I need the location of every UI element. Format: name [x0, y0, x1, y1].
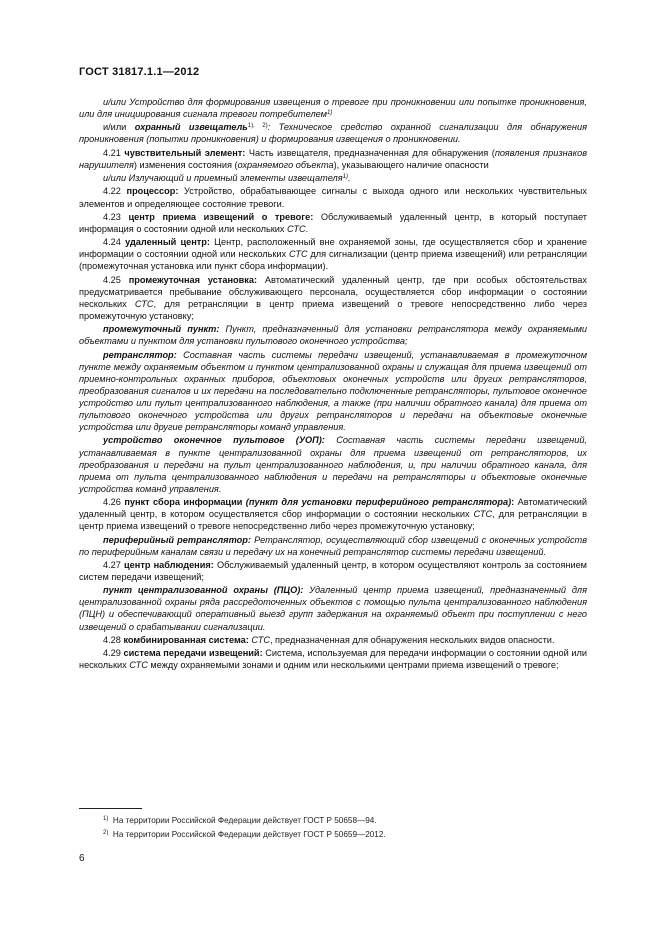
paragraph: [79, 534, 587, 558]
paragraph-text: и/или Излучающий и приемный элементы извещателя: [103, 173, 343, 184]
footnote-text: На территории Российской Федерации действует ГОСТ Р 50658—94.: [112, 816, 377, 825]
definition: Составная часть системы передачи извещений, устанавливаемая в пункте централизованной охраны для приема извещений от ретрансляторов, их преобразования и передачи на пульт централизованного наблюдения, и, при наличии обратного канала, для приема от пульта централизованного наблюдения и передачи на ретрансляторы и объектовые оконечные устройства команд управления.: [79, 435, 587, 494]
definition: Автоматический удаленный центр, где при особых обстоятельствах предусматривается пребывание обслуживающего персонала, осуществляется сбор информации о состоянии нескольких СТС, для ретрансляции в центр приема извещений о тревоге непосредственно либо через промежуточную установку;: [79, 274, 587, 321]
definition: Составная часть системы передачи извещений, устанавливаемая в промежуточном пункте между охраняемым объектом и пунктом централизованной охраны и служащая для приема извещений от приемно-контрольных охранных приборов, объектовых оконечных устройств или других ретрансляторов, преобразования сигналов и их передачи на последовательно подключенные ретрансляторы, пультовое оконечное устройство или пульт централизованного наблюдения, а также (при наличии обратного канала) для приема от пультового оконечного устройства или других ретрансляторов и передачи на объектовые оконечные устройства или другие ретрансляторы команд управления.: [79, 349, 587, 433]
term: удаленный центр:: [125, 237, 210, 248]
clause-number: 4.24: [103, 237, 121, 248]
paragraph: [79, 634, 587, 646]
clause-number: 4.21: [103, 147, 121, 158]
paragraph: [79, 96, 587, 120]
term: процессор:: [126, 186, 179, 197]
punctuation: :: [300, 585, 304, 596]
term: охранный извещатель: [134, 122, 248, 133]
footnote-mark: 1): [103, 816, 109, 822]
footnote-divider: [79, 808, 142, 809]
definition: Ретранслятор, осуществляющий сбор извещений с оконечных устройств по периферийным каналам связи и передачу их на конечный ретранслятор системы передачи извещений.: [79, 534, 587, 557]
term: чувствительный элемент:: [124, 147, 246, 158]
clause-number: 4.23: [103, 211, 121, 222]
footnote-ref: 1): [342, 174, 348, 181]
term: промежуточная установка:: [128, 274, 258, 285]
paragraph: [79, 647, 587, 671]
clause-number: 4.27: [103, 559, 121, 570]
punctuation: :: [321, 435, 325, 446]
abbreviation: (УОП): [284, 435, 322, 446]
clause-number: 4.29: [103, 648, 121, 659]
definition: Система, используемая для передачи информации о состоянии одной или нескольких: [79, 648, 587, 671]
clause-number: 4.25: [103, 274, 121, 285]
abbreviation: СТС: [129, 660, 148, 671]
footnote-text: На территории Российской Федерации действует ГОСТ Р 50659—2012.: [112, 830, 386, 839]
definition: Часть извещателя, предназначенная для обнаружения (появления признаков нарушителя) изменения состояния (охраняемого объекта), указывающего наличие опасности: [79, 147, 587, 170]
term: пункт сбора информации: [124, 497, 243, 508]
term: периферийный ретранслятор:: [103, 534, 251, 545]
footnote: [103, 830, 386, 839]
term: центр приема извещений о тревоге:: [128, 211, 314, 222]
footnote-ref: 1): [326, 110, 333, 117]
footnote-mark: 2): [103, 830, 109, 836]
footnote: [103, 816, 377, 825]
definition: Пункт, предназначенный для установки ретранслятора между охраняемыми объектами и пунктом для установки пультового оконечного устройства;: [79, 324, 587, 347]
clause-number: 4.26: [103, 497, 121, 508]
definition: Удаленный центр приема извещений, предназначенный для централизованной охраны ряда рассредоточенных объектов с помощью пульта централизованного наблюдения (ПЦН) и обеспечивающий оперативный выезд групп задержания на охраняемый объект при поступлении с него извещений о срабатывании сигнализации.: [79, 585, 587, 632]
term: центр наблюдения:: [124, 559, 214, 570]
paragraph: [79, 121, 587, 145]
paragraph: [79, 349, 587, 434]
paragraph: [79, 559, 587, 583]
clause-number: 4.28: [103, 634, 121, 645]
paragraph: [79, 147, 587, 171]
paragraph: [79, 584, 587, 632]
punctuation: .: [347, 173, 351, 184]
paragraph: [79, 323, 587, 347]
abbreviation: СТС: [251, 634, 270, 645]
definition: Устройство, обрабатывающее сигналы с выхода одного или нескольких чувствительных элементов и определяющее состояние тревоги.: [79, 186, 587, 209]
prefix: и/или: [103, 122, 135, 133]
term-parenthetical: (пункт для установки периферийного ретранслятора): [242, 497, 512, 508]
definition: Центр, расположенный вне охраняемой зоны, где осуществляется сбор и хранение информации о состоянии одной или нескольких СТС для сигнализации (центр приема извещений) или ретрансляции (промежуточная установка или пункт сбора информации).: [79, 237, 587, 272]
paragraph-text: и/или Устройство для формирования извещения о тревоге при проникновении или попытке проникновения, или для инициирования сигнала тревоги потребителем: [79, 97, 587, 120]
definition: : Техническое средство охранной сигнализации для обнаружения проникновения (попытки проникновения) и формирования извещения о проникновении.: [79, 122, 587, 145]
paragraph: [79, 496, 587, 532]
definition: Автоматический удаленный центр, в котором осуществляется сбор информации о состоянии нескольких СТС, для ретрансляции в центр приема извещений о тревоге непосредственно либо через промежуточную установку;: [79, 497, 587, 532]
term: устройство оконечное пультовое: [103, 435, 285, 446]
footnote-ref: 1), 2): [247, 123, 268, 130]
definition: Обслуживаемый удаленный центр, в который поступает информация о состоянии одной или нескольких СТС.: [79, 211, 587, 234]
paragraph: [79, 434, 587, 494]
term: промежуточный пункт:: [103, 324, 220, 335]
paragraph: [79, 236, 587, 272]
definition: , предназначенная для обнаружения нескольких видов опасности.: [269, 634, 555, 645]
term: комбинированная система:: [123, 634, 249, 645]
abbreviation: (ПЦО): [267, 585, 301, 596]
paragraph: [79, 172, 587, 184]
clause-number: 4.22: [103, 186, 121, 197]
term: система передачи извещений:: [123, 648, 263, 659]
document-header: ГОСТ 31817.1.1—2012: [79, 66, 200, 78]
paragraph: [79, 211, 587, 235]
term: пункт централизованной охраны: [103, 585, 268, 596]
document-body: [79, 96, 587, 673]
page-number: 6: [79, 853, 85, 864]
paragraph: [79, 185, 587, 209]
paragraph: [79, 274, 587, 322]
term: ретранслятор:: [103, 349, 177, 360]
definition-continued: между охраняемыми зонами и одним или несколькими центрами приема извещений о тревоге;: [147, 660, 559, 671]
definition: Обслуживаемый удаленный центр, в котором осуществляют контроль за состоянием систем передачи извещений;: [79, 559, 587, 582]
punctuation: :: [511, 497, 515, 508]
